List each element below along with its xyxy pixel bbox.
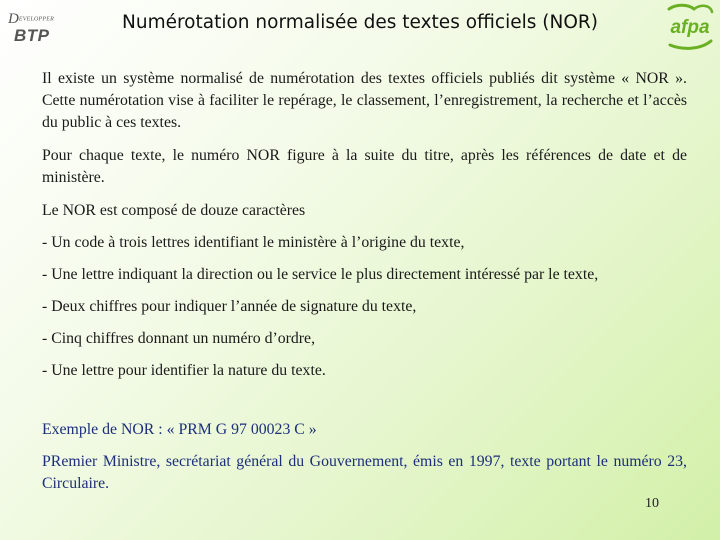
list-item: - Un code à trois lettres identifiant le ministère à l’origine du texte,: [42, 234, 465, 251]
list-item: - Deux chiffres pour indiquer l’année de signature du texte,: [42, 298, 417, 315]
page-title: Numérotation normalisée des textes officiels (NOR): [122, 12, 598, 33]
page-number: 10: [645, 496, 659, 511]
list-item: - Une lettre indiquant la direction ou le service le plus directement intéressé par le texte,: [42, 266, 599, 283]
list-item: - Cinq chiffres donnant un numéro d’ordre,: [42, 330, 316, 347]
example-explanation: PRemier Ministre, secrétariat général du Gouvernement, émis en 1997, texte portant le numéro 23, Circulaire.: [42, 453, 687, 492]
nor-placement-paragraph: Pour chaque texte, le numéro NOR figure à la suite du titre, après les références de date et de ministère.: [42, 147, 687, 186]
body-content: [42, 68, 687, 495]
nor-composition-paragraph: Le NOR est composé de douze caractères: [42, 202, 306, 219]
logo-right-text: afpa: [670, 17, 710, 38]
logo-left-top-text: DEVELOPPER: [8, 11, 54, 27]
logo-left-bottom-text: BTP: [14, 26, 50, 45]
example-heading: Exemple de NOR : « PRM G 97 00023 C »: [42, 421, 317, 438]
intro-paragraph: Il existe un système normalisé de numérotation des textes officiels publiés dit système « NOR ». Cette numérotation vise à faciliter le repérage, le classement, l’enregistrement, la recherche et l’accès du public à ces textes.: [42, 70, 687, 131]
afpa-logo: [664, 3, 716, 51]
list-item: - Une lettre pour identifier la nature du texte.: [42, 362, 326, 379]
